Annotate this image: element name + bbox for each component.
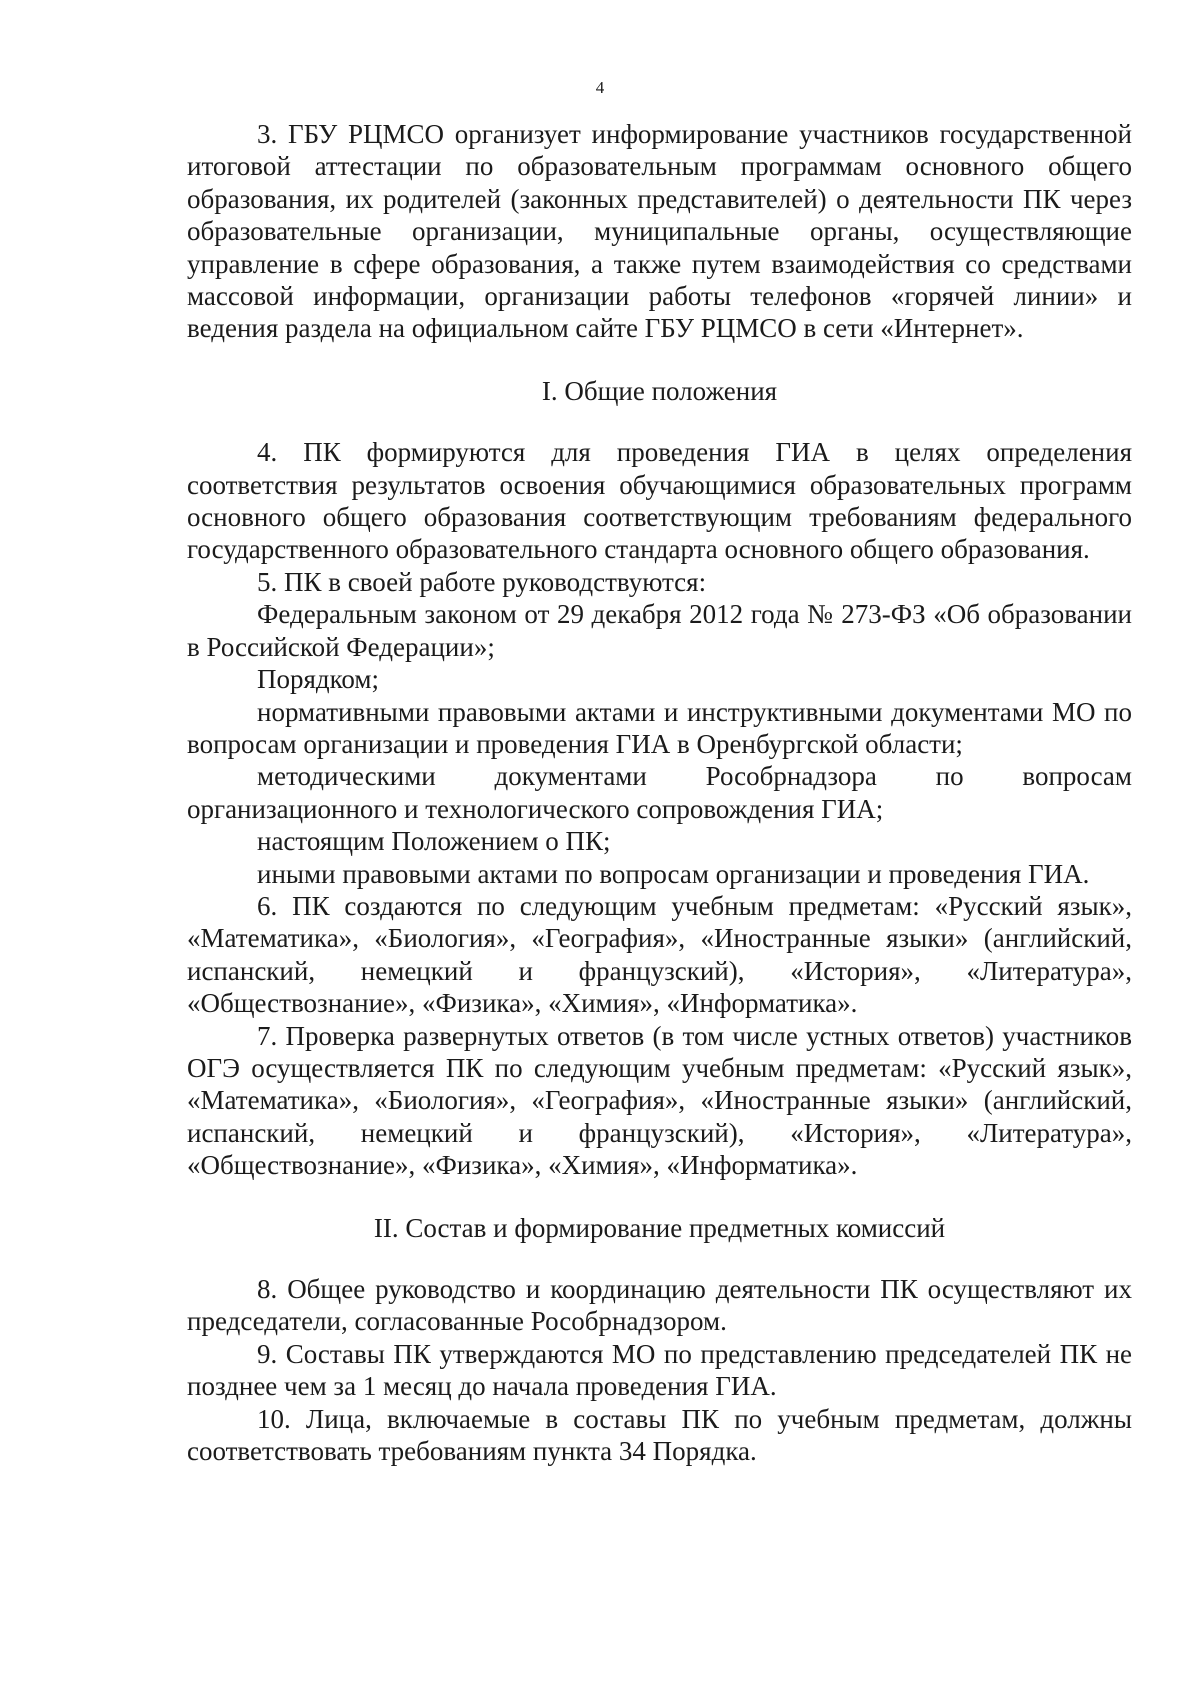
section-title-general-provisions: I. Общие положения xyxy=(541,375,778,406)
paragraph-7: 7. Проверка развернутых ответов (в том числе устных ответов) участников ОГЭ осуществляется ПК по следующим учебным предметам: «Русский язык», «Математика», «Биология», «География», «Иностранные языки» (английский, испанский, немецкий и французский), «История», «Литература», «Обществознание», «Физика», «Химия», «Информатика». xyxy=(187,1020,1132,1181)
section-title-composition: II. Состав и формирование предметных комиссий xyxy=(373,1212,946,1243)
spacer xyxy=(187,345,1132,375)
document-body xyxy=(187,118,1132,1467)
paragraph-5-regulation: настоящим Положением о ПК; xyxy=(257,826,611,857)
page-number: 4 xyxy=(595,78,605,97)
spacer xyxy=(187,407,1132,436)
spacer xyxy=(187,1244,1132,1273)
paragraph-8: 8. Общее руководство и координацию деятельности ПК осуществляют их председатели, согласованные Рособрнадзором. xyxy=(187,1274,1132,1337)
paragraph-6: 6. ПК создаются по следующим учебным предметам: «Русский язык», «Математика», «Биология», «География», «Иностранные языки» (английский, испанский, немецкий и французский), «История», «Литература», «Обществознание», «Физика», «Химия», «Информатика». xyxy=(187,890,1132,1019)
paragraph-5: 5. ПК в своей работе руководствуются: xyxy=(257,566,707,597)
paragraph-9: 9. Составы ПК утверждаются МО по представлению председателей ПК не позднее чем за 1 месяц до начала проведения ГИА. xyxy=(187,1338,1132,1402)
paragraph-5-legal-acts: нормативными правовыми актами и инструктивными документами МО по вопросам организации и проведения ГИА в Оренбургской области; xyxy=(187,696,1132,759)
paragraph-10: 10. Лица, включаемые в составы ПК по учебным предметам, должны соответствовать требованиям пункта 34 Порядка. xyxy=(187,1403,1132,1467)
paragraph-5-other-acts: иными правовыми актами по вопросам организации и проведения ГИА. xyxy=(257,858,1090,889)
paragraph-3: 3. ГБУ РЦМСО организует информирование участников государственной итоговой аттестации по образовательным программам основного общего образования, их родителей (законных представителей) о деятельности ПК через образовательные организации, муниципальные органы, осуществляющие управление в сфере образования, а также путем взаимодействия со средствами массовой информации, организации работы телефонов «горячей линии» и ведения раздела на официальном сайте ГБУ РЦМСО в сети «Интернет». xyxy=(187,119,1132,344)
paragraph-5-federal-law: Федеральным законом от 29 декабря 2012 года № 273-ФЗ «Об образовании в Российской Федерации»; xyxy=(187,599,1132,662)
paragraph-5-order: Порядком; xyxy=(257,664,379,695)
paragraph-5-methodical-docs: методическими документами Рособрнадзора по вопросам организационного и технологического сопровождения ГИА; xyxy=(187,761,1132,824)
paragraph-4: 4. ПК формируются для проведения ГИА в целях определения соответствия результатов освоения обучающимися образовательных программ основного общего образования соответствующим требованиям федерального государственного образовательного стандарта основного общего образования. xyxy=(187,437,1132,565)
spacer xyxy=(187,1182,1132,1212)
